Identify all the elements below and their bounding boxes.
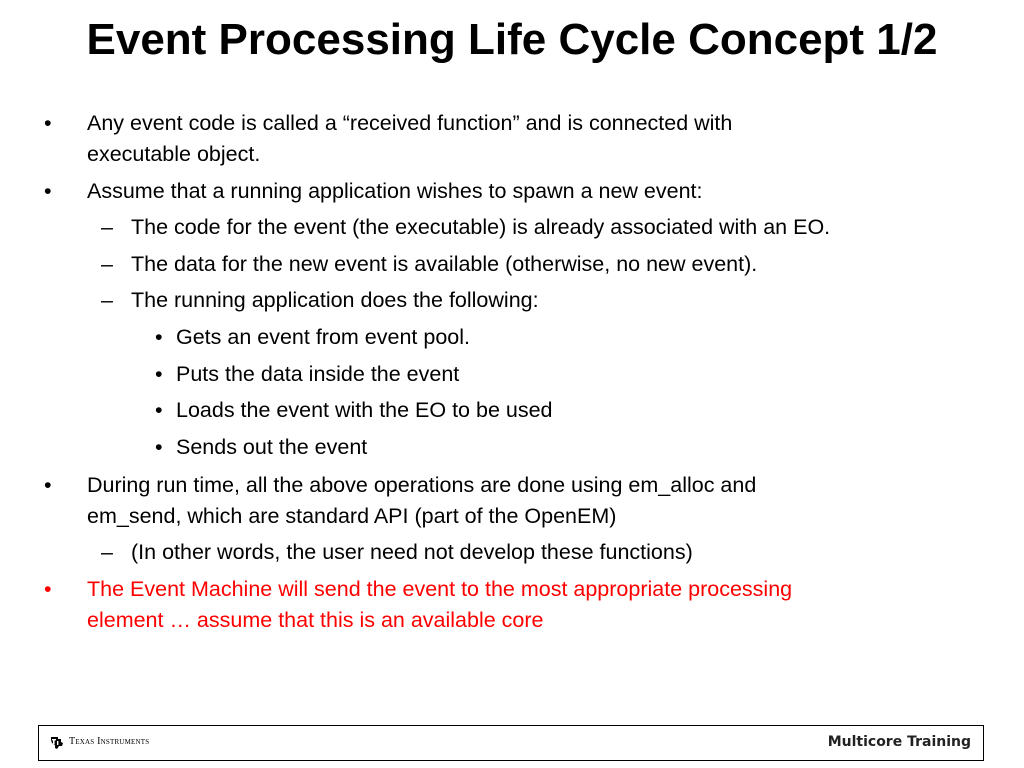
bullet-3-sub-1: (In other words, the user need not develop these functions) bbox=[131, 540, 693, 564]
step-item: Gets an event from event pool. bbox=[176, 325, 470, 349]
slide-footer bbox=[38, 725, 984, 761]
bullet-2-sub-2: The data for the new event is available (otherwise, no new event). bbox=[131, 252, 758, 276]
ti-logo-icon bbox=[49, 735, 65, 751]
bullet-3-line-1: During run time, all the above operations are done using em_alloc and bbox=[87, 473, 757, 497]
bullet-marker: • bbox=[155, 325, 163, 349]
bullet-1-line-1: Any event code is called a “received function” and is connected with bbox=[87, 111, 733, 135]
bullet-marker: • bbox=[155, 398, 163, 422]
dash-marker: – bbox=[101, 215, 113, 239]
slide-title: Event Processing Life Cycle Concept 1/2 bbox=[86, 15, 938, 64]
bullet-2: Assume that a running application wishes to spawn a new event: bbox=[87, 179, 703, 203]
texas-instruments-name: Texas Instruments bbox=[69, 736, 150, 747]
bullet-marker: • bbox=[44, 111, 52, 135]
bullet-marker: • bbox=[44, 179, 52, 203]
bullet-marker: • bbox=[44, 473, 52, 497]
dash-marker: – bbox=[101, 252, 113, 276]
bullet-marker: • bbox=[44, 577, 52, 601]
step-item: Sends out the event bbox=[176, 435, 368, 459]
bullet-4-line-1: The Event Machine will send the event to the most appropriate processing bbox=[87, 577, 793, 601]
step-item: Loads the event with the EO to be used bbox=[176, 398, 553, 422]
step-item: Puts the data inside the event bbox=[176, 362, 460, 386]
bullet-2-sub-1: The code for the event (the executable) is already associated with an EO. bbox=[131, 215, 831, 239]
bullet-3-line-2: em_send, which are standard API (part of the OpenEM) bbox=[87, 504, 617, 528]
bullet-marker: • bbox=[155, 362, 163, 386]
multicore-training-label: Multicore Training bbox=[827, 734, 971, 750]
bullet-2-sub-3: The running application does the following: bbox=[131, 288, 539, 312]
bullet-4-line-2: element … assume that this is an available core bbox=[87, 608, 544, 632]
bullet-1-line-2: executable object. bbox=[87, 142, 261, 166]
dash-marker: – bbox=[101, 288, 113, 312]
bullet-marker: • bbox=[155, 435, 163, 459]
dash-marker: – bbox=[101, 540, 113, 564]
